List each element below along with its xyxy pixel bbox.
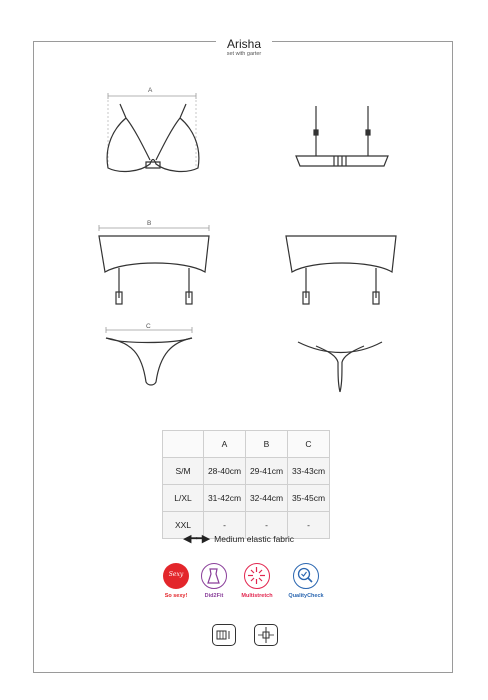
thong-front-drawing <box>102 324 202 390</box>
table-cell: 32-44cm <box>246 485 288 512</box>
feature-quality-check <box>283 563 329 599</box>
product-title: Arisha <box>226 37 261 51</box>
size-table <box>162 430 330 539</box>
table-cell: - <box>288 512 330 539</box>
table-row <box>163 458 330 485</box>
feature-label: Multistretch <box>241 593 273 599</box>
table-header: B <box>246 431 288 458</box>
garter-back-drawing <box>282 228 402 312</box>
so-sexy-icon-text: Sexy <box>168 571 184 578</box>
header <box>216 34 272 64</box>
table-cell: L/XL <box>163 485 204 512</box>
feature-did2fit <box>191 563 237 599</box>
table-cell: 31-42cm <box>204 485 246 512</box>
dim-label-b: B <box>147 220 152 227</box>
table-cell: 28-40cm <box>204 458 246 485</box>
bra-back-drawing <box>292 100 392 170</box>
magnifier-check-icon <box>293 563 319 589</box>
table-cell: 33-43cm <box>288 458 330 485</box>
table-header: C <box>288 431 330 458</box>
fabric-info <box>183 532 294 545</box>
table-row <box>163 485 330 512</box>
table-header: A <box>204 431 246 458</box>
table-header-row <box>163 431 330 458</box>
table-header <box>163 431 204 458</box>
clasp-closure-icon <box>254 624 278 646</box>
table-cell: 35-45cm <box>288 485 330 512</box>
garter-front-drawing <box>95 220 215 312</box>
bra-front-drawing <box>100 88 210 178</box>
feature-multistretch <box>234 563 280 599</box>
table-cell: - <box>246 512 288 539</box>
table-cell: S/M <box>163 458 204 485</box>
feature-label: QualityCheck <box>288 593 324 599</box>
dim-label-c: C <box>146 323 151 330</box>
product-subtitle: set with garter <box>226 51 262 57</box>
double-arrow-icon: ◀━━▶ <box>183 533 210 545</box>
hook-eye-closure-icon <box>212 624 236 646</box>
table-cell: 29-41cm <box>246 458 288 485</box>
feature-label: So sexy! <box>164 593 188 599</box>
table-cell: - <box>204 512 246 539</box>
stretch-icon <box>244 563 270 589</box>
thong-back-drawing <box>296 334 386 396</box>
so-sexy-icon <box>163 563 189 589</box>
fabric-label: Medium elastic fabric <box>214 533 295 544</box>
feature-label: Did2Fit <box>204 593 224 599</box>
dim-label-a: A <box>148 87 153 94</box>
table-cell: XXL <box>163 512 204 539</box>
dress-icon <box>201 563 227 589</box>
